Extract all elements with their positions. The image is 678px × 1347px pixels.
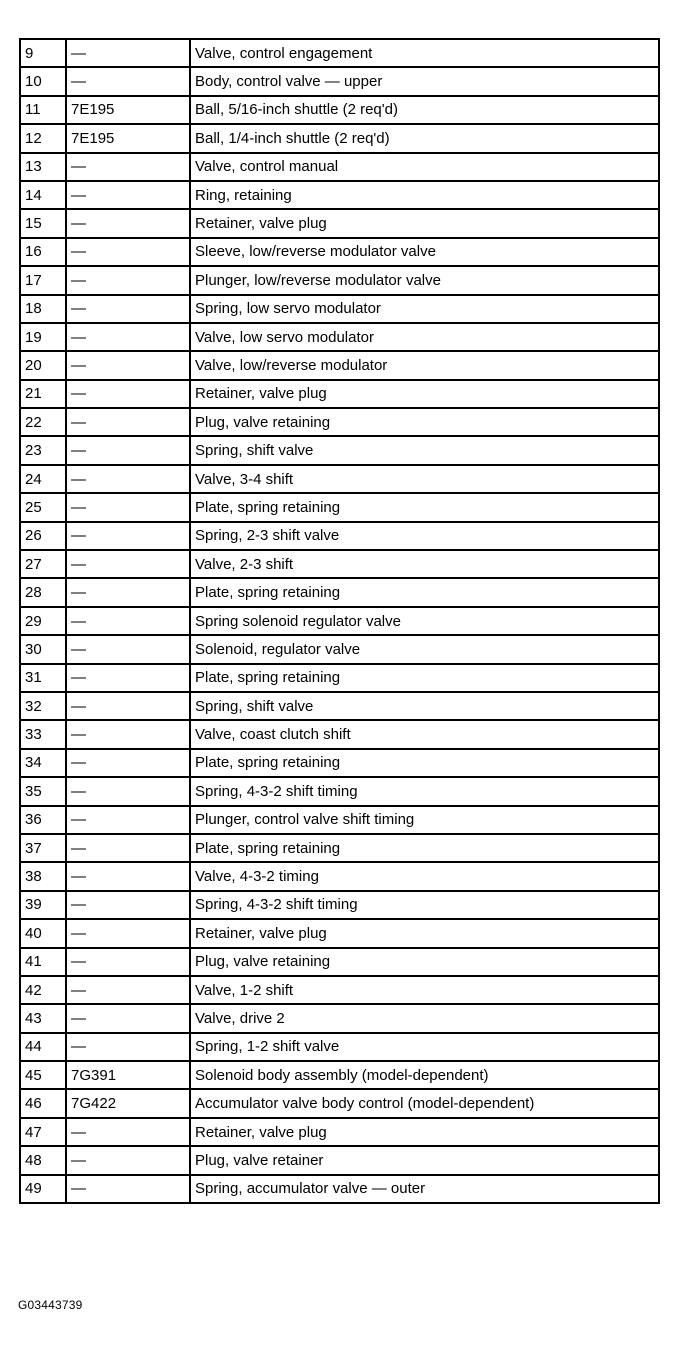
description-cell: Plug, valve retainer — [190, 1146, 659, 1174]
item-number-cell: 20 — [20, 351, 66, 379]
description-cell: Plate, spring retaining — [190, 664, 659, 692]
part-number-cell: — — [66, 777, 190, 805]
table-row — [20, 664, 659, 692]
table-row — [20, 1033, 659, 1061]
item-number-cell: 28 — [20, 578, 66, 606]
table-row — [20, 295, 659, 323]
item-number-cell: 14 — [20, 181, 66, 209]
item-number-cell: 43 — [20, 1004, 66, 1032]
description-cell: Valve, control engagement — [190, 39, 659, 67]
part-number-cell: — — [66, 295, 190, 323]
part-number-cell: 7G422 — [66, 1089, 190, 1117]
part-number-cell: — — [66, 607, 190, 635]
table-row — [20, 834, 659, 862]
part-number-cell: — — [66, 834, 190, 862]
part-number-cell: — — [66, 692, 190, 720]
description-cell: Spring, shift valve — [190, 436, 659, 464]
description-cell: Ring, retaining — [190, 181, 659, 209]
item-number-cell: 39 — [20, 891, 66, 919]
part-number-cell: — — [66, 635, 190, 663]
description-cell: Accumulator valve body control (model-dependent) — [190, 1089, 659, 1117]
item-number-cell: 25 — [20, 493, 66, 521]
item-number-cell: 41 — [20, 948, 66, 976]
table-row — [20, 493, 659, 521]
item-number-cell: 11 — [20, 96, 66, 124]
part-number-cell: — — [66, 1146, 190, 1174]
item-number-cell: 40 — [20, 919, 66, 947]
part-number-cell: — — [66, 976, 190, 1004]
item-number-cell: 48 — [20, 1146, 66, 1174]
description-cell: Solenoid body assembly (model-dependent) — [190, 1061, 659, 1089]
item-number-cell: 29 — [20, 607, 66, 635]
description-cell: Retainer, valve plug — [190, 380, 659, 408]
table-row — [20, 39, 659, 67]
description-cell: Sleeve, low/reverse modulator valve — [190, 238, 659, 266]
item-number-cell: 32 — [20, 692, 66, 720]
description-cell: Valve, 3-4 shift — [190, 465, 659, 493]
description-cell: Plunger, control valve shift timing — [190, 806, 659, 834]
table-row — [20, 181, 659, 209]
description-cell: Plate, spring retaining — [190, 578, 659, 606]
item-number-cell: 33 — [20, 720, 66, 748]
description-cell: Spring, 2-3 shift valve — [190, 522, 659, 550]
part-number-cell: — — [66, 209, 190, 237]
part-number-cell: — — [66, 891, 190, 919]
table-row — [20, 1089, 659, 1117]
part-number-cell: 7E195 — [66, 96, 190, 124]
part-number-cell: — — [66, 862, 190, 890]
item-number-cell: 24 — [20, 465, 66, 493]
table-row — [20, 323, 659, 351]
description-cell: Retainer, valve plug — [190, 1118, 659, 1146]
item-number-cell: 46 — [20, 1089, 66, 1117]
table-row — [20, 891, 659, 919]
item-number-cell: 12 — [20, 124, 66, 152]
item-number-cell: 22 — [20, 408, 66, 436]
part-number-cell: — — [66, 1004, 190, 1032]
part-number-cell: — — [66, 919, 190, 947]
description-cell: Spring, low servo modulator — [190, 295, 659, 323]
part-number-cell: — — [66, 238, 190, 266]
description-cell: Plate, spring retaining — [190, 749, 659, 777]
part-number-cell: — — [66, 351, 190, 379]
description-cell: Body, control valve — upper — [190, 67, 659, 95]
item-number-cell: 17 — [20, 266, 66, 294]
item-number-cell: 38 — [20, 862, 66, 890]
description-cell: Valve, low servo modulator — [190, 323, 659, 351]
description-cell: Spring, 4-3-2 shift timing — [190, 891, 659, 919]
part-number-cell: — — [66, 578, 190, 606]
item-number-cell: 16 — [20, 238, 66, 266]
description-cell: Retainer, valve plug — [190, 209, 659, 237]
item-number-cell: 44 — [20, 1033, 66, 1061]
description-cell: Spring solenoid regulator valve — [190, 607, 659, 635]
part-number-cell: — — [66, 436, 190, 464]
table-row — [20, 635, 659, 663]
table-row — [20, 408, 659, 436]
table-row — [20, 749, 659, 777]
item-number-cell: 21 — [20, 380, 66, 408]
item-number-cell: 9 — [20, 39, 66, 67]
part-number-cell: — — [66, 664, 190, 692]
description-cell: Valve, 1-2 shift — [190, 976, 659, 1004]
item-number-cell: 30 — [20, 635, 66, 663]
item-number-cell: 37 — [20, 834, 66, 862]
table-row — [20, 1118, 659, 1146]
description-cell: Valve, coast clutch shift — [190, 720, 659, 748]
item-number-cell: 15 — [20, 209, 66, 237]
description-cell: Valve, 2-3 shift — [190, 550, 659, 578]
item-number-cell: 42 — [20, 976, 66, 1004]
description-cell: Spring, 1-2 shift valve — [190, 1033, 659, 1061]
part-number-cell: — — [66, 465, 190, 493]
table-row — [20, 1004, 659, 1032]
part-number-cell: — — [66, 153, 190, 181]
description-cell: Plug, valve retaining — [190, 948, 659, 976]
table-row — [20, 692, 659, 720]
table-row — [20, 522, 659, 550]
table-row — [20, 862, 659, 890]
description-cell: Plug, valve retaining — [190, 408, 659, 436]
description-cell: Valve, 4-3-2 timing — [190, 862, 659, 890]
part-number-cell: — — [66, 720, 190, 748]
description-cell: Ball, 5/16-inch shuttle (2 req'd) — [190, 96, 659, 124]
table-row — [20, 380, 659, 408]
item-number-cell: 45 — [20, 1061, 66, 1089]
table-row — [20, 96, 659, 124]
item-number-cell: 26 — [20, 522, 66, 550]
parts-table — [19, 38, 660, 1204]
item-number-cell: 34 — [20, 749, 66, 777]
item-number-cell: 47 — [20, 1118, 66, 1146]
part-number-cell: 7E195 — [66, 124, 190, 152]
part-number-cell: — — [66, 806, 190, 834]
item-number-cell: 36 — [20, 806, 66, 834]
part-number-cell: — — [66, 67, 190, 95]
part-number-cell: — — [66, 522, 190, 550]
description-cell: Spring, 4-3-2 shift timing — [190, 777, 659, 805]
part-number-cell: — — [66, 323, 190, 351]
part-number-cell: — — [66, 39, 190, 67]
table-row — [20, 1146, 659, 1174]
item-number-cell: 49 — [20, 1175, 66, 1203]
table-row — [20, 153, 659, 181]
description-cell: Spring, accumulator valve — outer — [190, 1175, 659, 1203]
table-row — [20, 67, 659, 95]
part-number-cell: — — [66, 1118, 190, 1146]
description-cell: Valve, drive 2 — [190, 1004, 659, 1032]
item-number-cell: 23 — [20, 436, 66, 464]
item-number-cell: 27 — [20, 550, 66, 578]
table-row — [20, 578, 659, 606]
table-row — [20, 124, 659, 152]
table-row — [20, 777, 659, 805]
description-cell: Spring, shift valve — [190, 692, 659, 720]
item-number-cell: 18 — [20, 295, 66, 323]
parts-table-body — [20, 39, 659, 1203]
part-number-cell: — — [66, 1175, 190, 1203]
part-number-cell: — — [66, 550, 190, 578]
description-cell: Solenoid, regulator valve — [190, 635, 659, 663]
part-number-cell: — — [66, 948, 190, 976]
item-number-cell: 10 — [20, 67, 66, 95]
table-row — [20, 266, 659, 294]
part-number-cell: — — [66, 408, 190, 436]
part-number-cell: — — [66, 181, 190, 209]
figure-id: G03443739 — [18, 1298, 83, 1312]
description-cell: Valve, control manual — [190, 153, 659, 181]
part-number-cell: — — [66, 380, 190, 408]
table-row — [20, 550, 659, 578]
table-row — [20, 948, 659, 976]
item-number-cell: 31 — [20, 664, 66, 692]
item-number-cell: 35 — [20, 777, 66, 805]
table-row — [20, 976, 659, 1004]
table-row — [20, 209, 659, 237]
table-row — [20, 806, 659, 834]
table-row — [20, 919, 659, 947]
part-number-cell: — — [66, 493, 190, 521]
table-row — [20, 465, 659, 493]
table-row — [20, 1175, 659, 1203]
table-row — [20, 607, 659, 635]
description-cell: Plate, spring retaining — [190, 834, 659, 862]
description-cell: Plunger, low/reverse modulator valve — [190, 266, 659, 294]
table-row — [20, 436, 659, 464]
description-cell: Plate, spring retaining — [190, 493, 659, 521]
part-number-cell: — — [66, 1033, 190, 1061]
table-row — [20, 238, 659, 266]
item-number-cell: 19 — [20, 323, 66, 351]
part-number-cell: 7G391 — [66, 1061, 190, 1089]
item-number-cell: 13 — [20, 153, 66, 181]
table-row — [20, 1061, 659, 1089]
description-cell: Valve, low/reverse modulator — [190, 351, 659, 379]
table-row — [20, 720, 659, 748]
part-number-cell: — — [66, 749, 190, 777]
part-number-cell: — — [66, 266, 190, 294]
table-row — [20, 351, 659, 379]
description-cell: Ball, 1/4-inch shuttle (2 req'd) — [190, 124, 659, 152]
description-cell: Retainer, valve plug — [190, 919, 659, 947]
